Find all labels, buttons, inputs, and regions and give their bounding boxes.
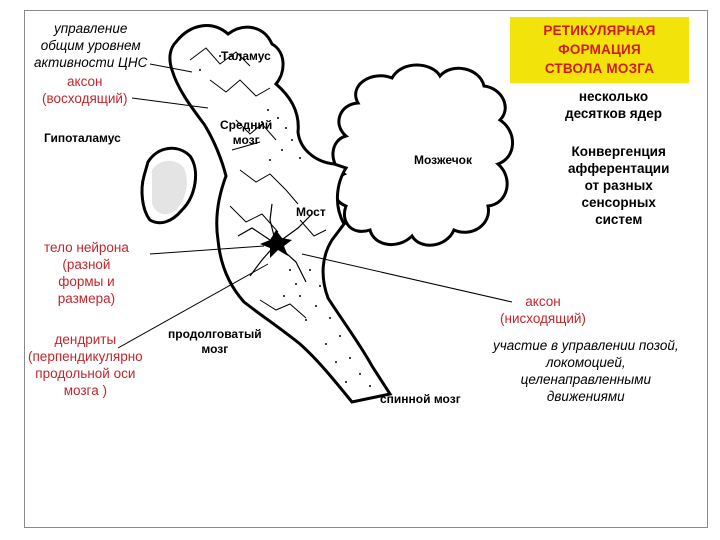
- label-dendrites-line-3: продольной оси: [35, 366, 136, 381]
- label-motor-control-line-4: движениями: [546, 389, 625, 404]
- title-line-3: СТВОЛА МОЗГА: [544, 61, 655, 76]
- label-dendrites-line-4: мозга ): [63, 383, 107, 398]
- label-dendrites: [28, 331, 143, 399]
- label-midbrain-line-1: Средний: [220, 118, 273, 132]
- label-cns-control-line-3: активности ЦНС: [34, 55, 148, 70]
- label-cerebellum: Мозжечок: [414, 153, 473, 167]
- label-nuclei-line-1: несколько: [578, 89, 649, 104]
- label-neuron-body-line-3: формы и: [58, 274, 115, 289]
- label-neuron-body-line-2: (разной: [62, 257, 111, 272]
- label-midbrain: [220, 118, 272, 148]
- label-cns-control-line-2: общим уровнем: [40, 38, 141, 53]
- label-neuron-body-line-4: размера): [57, 291, 116, 306]
- label-nuclei: [565, 88, 662, 122]
- label-neuron-body: [44, 239, 129, 307]
- label-pons: Мост: [296, 205, 326, 219]
- label-spinal-cord: спинной мозг: [380, 392, 461, 406]
- label-axon-ascending-line-2: (восходящий): [42, 91, 128, 106]
- label-axon-ascending: [42, 73, 127, 107]
- label-convergence-line-2: афферентации: [568, 161, 670, 176]
- label-axon-descending-line-1: аксон: [525, 294, 561, 309]
- label-motor-control-line-3: целенаправленными: [520, 372, 651, 387]
- label-convergence-line-3: от разных: [584, 178, 653, 193]
- label-convergence-line-4: сенсорных: [581, 195, 656, 210]
- label-cns-control: [34, 20, 147, 71]
- label-medulla-line-2: мозг: [201, 342, 229, 356]
- label-axon-descending: [500, 293, 586, 327]
- label-axon-ascending-line-1: аксон: [67, 74, 103, 89]
- label-dendrites-line-2: (перпендикулярно: [28, 349, 143, 364]
- label-neuron-body-line-1: тело нейрона: [44, 240, 129, 255]
- label-hypothalamus: Гипоталамус: [44, 131, 121, 145]
- label-convergence: [568, 143, 669, 228]
- label-convergence-line-1: Конвергенция: [571, 144, 666, 159]
- diagram-title: [510, 17, 689, 83]
- label-thalamus: Таламус: [221, 49, 271, 63]
- label-motor-control-line-1: участие в управлении позой,: [493, 338, 679, 353]
- label-cns-control-line-1: управление: [53, 21, 128, 36]
- label-axon-descending-line-2: (нисходящий): [500, 311, 586, 326]
- label-motor-control: [493, 337, 679, 405]
- title-line-2: ФОРМАЦИЯ: [558, 42, 641, 57]
- label-convergence-line-5: систем: [595, 212, 643, 227]
- title-line-1: РЕТИКУЛЯРНАЯ: [543, 23, 656, 38]
- label-dendrites-line-1: дендриты: [54, 332, 117, 347]
- label-nuclei-line-2: десятков ядер: [565, 106, 662, 121]
- label-medulla: [168, 327, 262, 357]
- label-motor-control-line-2: локомоцией,: [545, 355, 626, 370]
- label-medulla-line-1: продолговатый: [168, 327, 262, 341]
- label-midbrain-line-2: мозг: [232, 133, 260, 147]
